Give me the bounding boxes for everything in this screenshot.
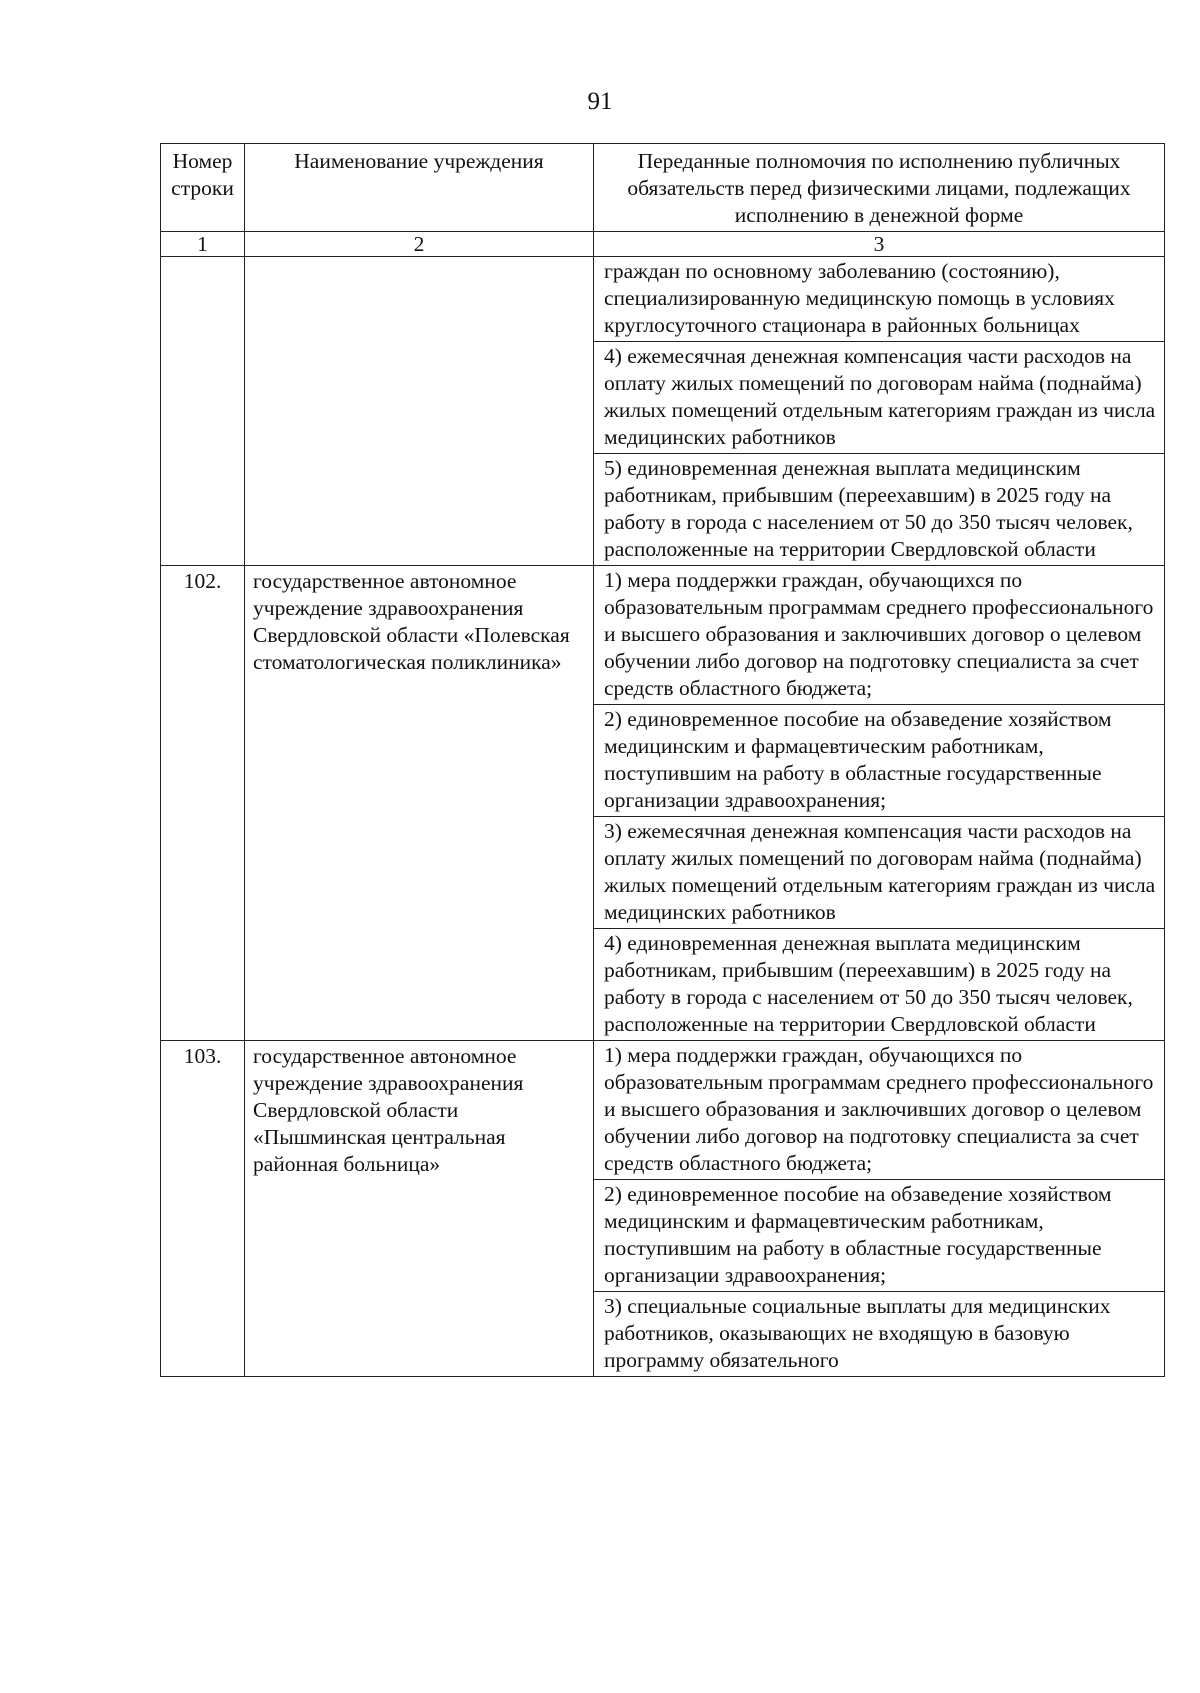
page-number: 91 — [587, 88, 613, 115]
header-powers: Переданные полномочия по исполнению публичных обязательств перед физическими лицами, подлежащих исполнению в денежной форме — [594, 144, 1165, 232]
power-item: 3) специальные социальные выплаты для медицинских работников, оказывающих не входящую в базовую программу обязательного — [594, 1292, 1165, 1377]
row-number: 102. — [161, 566, 245, 1041]
column-number: 1 — [161, 232, 245, 257]
power-item: 2) единовременное пособие на обзаведение хозяйством медицинским и фармацевтическим работникам, поступившим на работу в областные государственные организации здравоохранения; — [594, 705, 1165, 817]
power-item: 3) ежемесячная денежная компенсация части расходов на оплату жилых помещений по договорам найма (поднайма) жилых помещений отдельным категориям граждан из числа медицинских работников — [594, 817, 1165, 929]
power-item: 1) мера поддержки граждан, обучающихся по образовательным программам среднего профессионального и высшего образования и заключивших договор о целевом обучении либо договор на подготовку специалиста за счет средств областного бюджета; — [594, 1041, 1165, 1180]
institutions-table — [160, 143, 1165, 1377]
row-number: 103. — [161, 1041, 245, 1377]
table-header-row — [161, 144, 1165, 232]
header-row-number: Номер строки — [161, 144, 245, 232]
column-number: 2 — [245, 232, 594, 257]
column-number: 3 — [594, 232, 1165, 257]
power-item: граждан по основному заболеванию (состоянию), специализированную медицинскую помощь в условиях круглосуточного стационара в районных больницах — [594, 257, 1165, 342]
table-row — [161, 257, 1165, 342]
table-row — [161, 566, 1165, 705]
power-item: 4) единовременная денежная выплата медицинским работникам, прибывшим (переехавшим) в 2025 году на работу в города с населением от 50 до 350 тысяч человек, расположенные на территории Свердловской области — [594, 929, 1165, 1041]
power-item: 2) единовременное пособие на обзаведение хозяйством медицинским и фармацевтическим работникам, поступившим на работу в областные государственные организации здравоохранения; — [594, 1180, 1165, 1292]
institution-name — [245, 257, 594, 566]
row-number — [161, 257, 245, 566]
institution-name: государственное автономное учреждение здравоохранения Свердловской области «Полевская стоматологическая поликлиника» — [245, 566, 594, 1041]
power-item: 1) мера поддержки граждан, обучающихся по образовательным программам среднего профессионального и высшего образования и заключивших договор о целевом обучении либо договор на подготовку специалиста за счет средств областного бюджета; — [594, 566, 1165, 705]
column-numbers-row — [161, 232, 1165, 257]
institution-name: государственное автономное учреждение здравоохранения Свердловской области «Пышминская центральная районная больница» — [245, 1041, 594, 1377]
power-item: 4) ежемесячная денежная компенсация части расходов на оплату жилых помещений по договорам найма (поднайма) жилых помещений отдельным категориям граждан из числа медицинских работников — [594, 342, 1165, 454]
header-institution-name: Наименование учреждения — [245, 144, 594, 232]
table-row — [161, 1041, 1165, 1180]
power-item: 5) единовременная денежная выплата медицинским работникам, прибывшим (переехавшим) в 2025 году на работу в города с населением от 50 до 350 тысяч человек, расположенные на территории Свердловской области — [594, 454, 1165, 566]
